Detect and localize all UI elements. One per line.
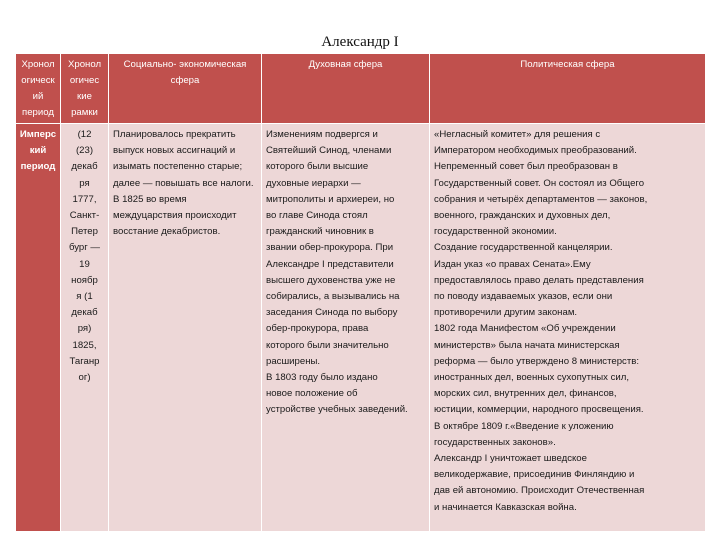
header-spiritual: Духовная сфера xyxy=(262,54,430,124)
cell-frames: (12 (23) декаб ря 1777, Санкт- Петер бург — 19 ноябр я (1 декаб ря) 1825, Таганр ог) xyxy=(61,124,109,532)
reforms-table xyxy=(15,53,706,532)
cell-spiritual: Изменениям подвергся и Святейший Синод, членами которого были высшие духовные иерархи — митрополиты и архиереи, но во главе Синода стоял гражданский чиновник в звании обер-прокурора. При Александре I представители высшего духовенства уже не собирались, а вызывались на заседания Синода по выбору обер-прокурора, права которого были значительно расширены. В 1803 году было издано новое положение об устройстве учебных заведений. xyxy=(262,124,430,532)
header-political: Политическая сфера xyxy=(430,54,706,124)
table-row xyxy=(16,124,706,532)
page-title: Александр I xyxy=(321,34,399,50)
header-period: Хронол огическ ий период xyxy=(16,54,61,124)
cell-social: Планировалось прекратить выпуск новых ассигнаций и изымать постепенно старые; далее — повышать все налоги. В 1825 во время междуцарствия происходит восстание декабристов. xyxy=(109,124,262,532)
header-frames: Хронол огичес кие рамки xyxy=(61,54,109,124)
table-header-row xyxy=(16,54,706,124)
cell-period: Имперс кий период xyxy=(19,129,57,173)
header-social: Социально- экономическая сфера xyxy=(109,54,262,124)
cell-political: «Негласный комитет» для решения с Императором необходимых преобразований. Непременный совет был преобразован в Государственный совет. Он состоял из Общего собрания и четырёх департаментов — законов, военного, гражданских и духовных дел, государственной экономии. Создание государственной канцелярии. Издан указ «о правах Сената».Ему предоставлялось право делать представления по поводу издаваемых указов, если они противоречили другим законам. 1802 года Манифестом «Об учреждении министерств» была начата министерская реформа — было утверждено 8 министерств: иностранных дел, военных сухопутных сил, морских сил, внутренних дел, финансов, юстиции, коммерции, народного просвещения. В октябре 1809 г.«Введение к уложению государственных законов». Александр I уничтожает шведское великодержавие, присоединив Финляндию и дав ей автономию. Происходит Отечественная и начинается Кавказская война. xyxy=(430,124,706,532)
